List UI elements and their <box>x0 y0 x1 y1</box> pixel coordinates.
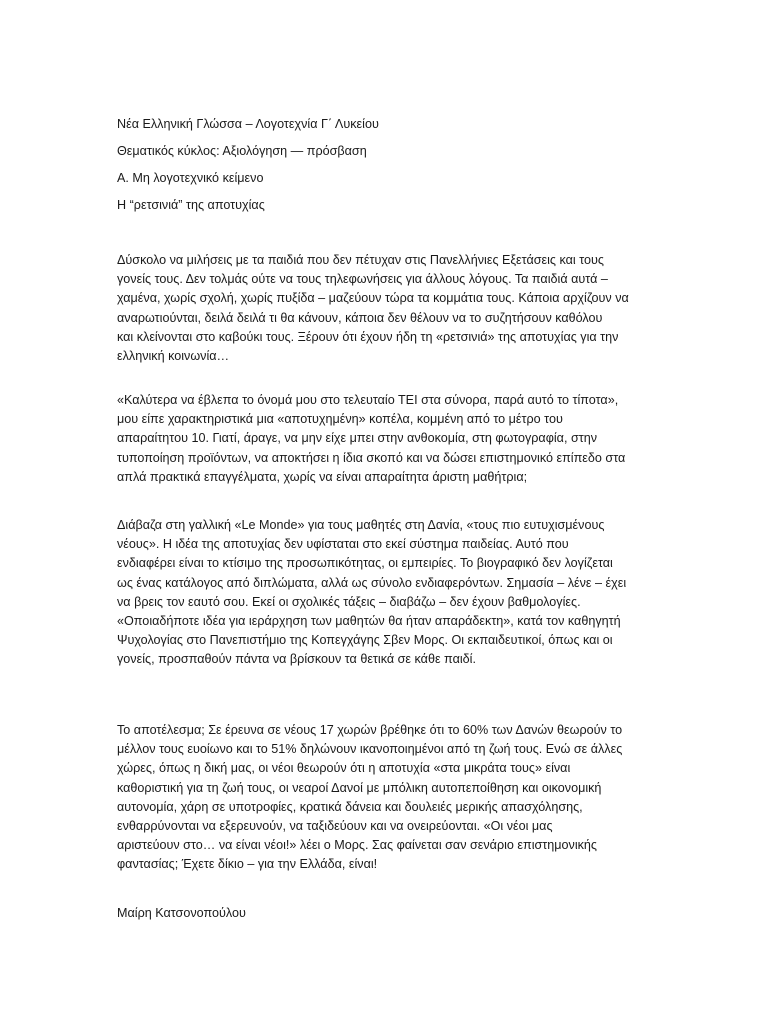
theme-heading: Θεματικός κύκλος: Αξιολόγηση — πρόσβαση <box>117 144 367 158</box>
paragraph-line: απαραίτητου 10. Γιατί, άραγε, να μην είχε μπει στην ανθοκομία, στη φωτογραφία, στην <box>117 431 598 446</box>
paragraph-line: χώρες, όπως η δική μας, οι νέοι θεωρούν ότι η αποτυχία «στα μικράτα τους» είναι <box>117 761 571 776</box>
paragraph-line: αναρωτιούνται, δειλά δειλά τι θα κάνουν, κάποια δεν θέλουν να το συζητήσουν καθόλου <box>117 310 603 325</box>
paragraph-line: ενδιαφέρει είναι το κτίσιμο της προσωπικότητας, οι εμπειρίες. Το βιογραφικό δεν λογίζεται <box>117 556 613 571</box>
author-signature: Μαίρη Κατσονοπούλου <box>117 906 246 920</box>
paragraph-2 <box>117 391 657 487</box>
paragraph-line: και κλείνονται στο καβούκι τους. Ξέρουν ότι έχουν ήδη τη «ρετσινιά» της αποτυχίας για την <box>117 329 619 344</box>
paragraph-line: χαμένα, χωρίς σχολή, χωρίς πυξίδα – μαζεύουν τώρα τα κομμάτια τους. Κάποια αρχίζουν να <box>117 291 629 306</box>
paragraph-line: γονείς τους. Δεν τολμάς ούτε να τους τηλεφωνήσεις για άλλους λόγους. Τα παιδιά αυτά – <box>117 272 608 287</box>
paragraph-line: μέλλον τους ευοίωνο και το 51% δηλώνουν ικανοποιημένοι από τη ζωή τους. Ενώ σε άλλες <box>117 742 623 757</box>
paragraph-line: «Καλύτερα να έβλεπα το όνομά μου στο τελευταίο ΤΕΙ στα σύνορα, παρά αυτό το τίποτα», <box>117 393 619 407</box>
paragraph-line: Διάβαζα στη γαλλική «Le Monde» για τους μαθητές στη Δανία, «τους πιο ευτυχισμένους <box>117 518 605 532</box>
paragraph-line: νέους». Η ιδέα της αποτυχίας δεν υφίσταται στο εκεί σύστημα παιδείας. Αυτό που <box>117 537 569 552</box>
paragraph-line: Δύσκολο να μιλήσεις με τα παιδιά που δεν πέτυχαν στις Πανελλήνιες Εξετάσεις και τους <box>117 253 604 267</box>
paragraph-line: να βρεις τον εαυτό σου. Εκεί οι σχολικές τάξεις – διαβάζω – δεν έχουν βαθμολογίες. <box>117 594 581 609</box>
paragraph-line: καθοριστική για τη ζωή τους, οι νεαροί Δανοί με μπόλικη αυτοπεποίθηση και οικονομική <box>117 780 602 795</box>
paragraph-line: αυτονομία, χάρη σε υποτροφίες, κρατικά δάνεια και δουλειές μερικής απασχόλησης, <box>117 799 583 814</box>
paragraph-line: γονείς, προσπαθούν πάντα να βρίσκουν τα θετικά σε κάθε παιδί. <box>117 652 476 667</box>
article-title: Η “ρετσινιά” της αποτυχίας <box>117 198 265 212</box>
paragraph-line: ενθαρρύνονται να εξερευνούν, να ταξιδεύουν και να ονειρεύονται. «Οι νέοι μας <box>117 818 553 833</box>
course-heading: Νέα Ελληνική Γλώσσα – Λογοτεχνία Γ΄ Λυκείου <box>117 117 379 131</box>
paragraph-line: ελληνική κοινωνία… <box>117 348 230 363</box>
paragraph-line: φαντασίας; Έχετε δίκιο – για την Ελλάδα, είναι! <box>117 857 378 872</box>
paragraph-1 <box>117 251 657 366</box>
paragraph-line: Το αποτέλεσμα; Σε έρευνα σε νέους 17 χωρών βρέθηκε ότι το 60% των Δανών θεωρούν το <box>117 723 623 737</box>
paragraph-line: ως ένας κατάλογος από διπλώματα, αλλά ως σύνολο ενδιαφερόντων. Σημασία – λένε – έχει <box>117 575 627 590</box>
paragraph-line: αριστεύουν στο… να είναι νέοι!» λέει ο Μορς. Σας φαίνεται σαν σενάριο επιστημονικής <box>117 838 597 853</box>
paragraph-line: μου είπε χαρακτηριστικά μια «αποτυχημένη» κοπέλα, κομμένη από το μέτρο του <box>117 412 563 427</box>
paragraph-line: Ψυχολογίας στο Πανεπιστήμιο της Κοπεγχάγης Σβεν Μορς. Οι εκπαιδευτικοί, όπως και οι <box>117 633 613 648</box>
paragraph-line: τυποποίηση προϊόντων, να αποκτήσει η ίδια σκοπό και να δώσει επιστημονικό επίπεδο στα <box>117 450 626 465</box>
paragraph-3 <box>117 516 657 670</box>
section-heading: Α. Μη λογοτεχνικό κείμενο <box>117 171 264 185</box>
paragraph-line: «Οποιαδήποτε ιδέα για ιεράρχηση των μαθητών θα ήταν απαράδεκτη», κατά τον καθηγητή <box>117 613 621 628</box>
paragraph-4 <box>117 721 657 875</box>
paragraph-line: απλά πρακτικά επαγγέλματα, χωρίς να είναι απαραίτητα άριστη μαθήτρια; <box>117 469 528 484</box>
